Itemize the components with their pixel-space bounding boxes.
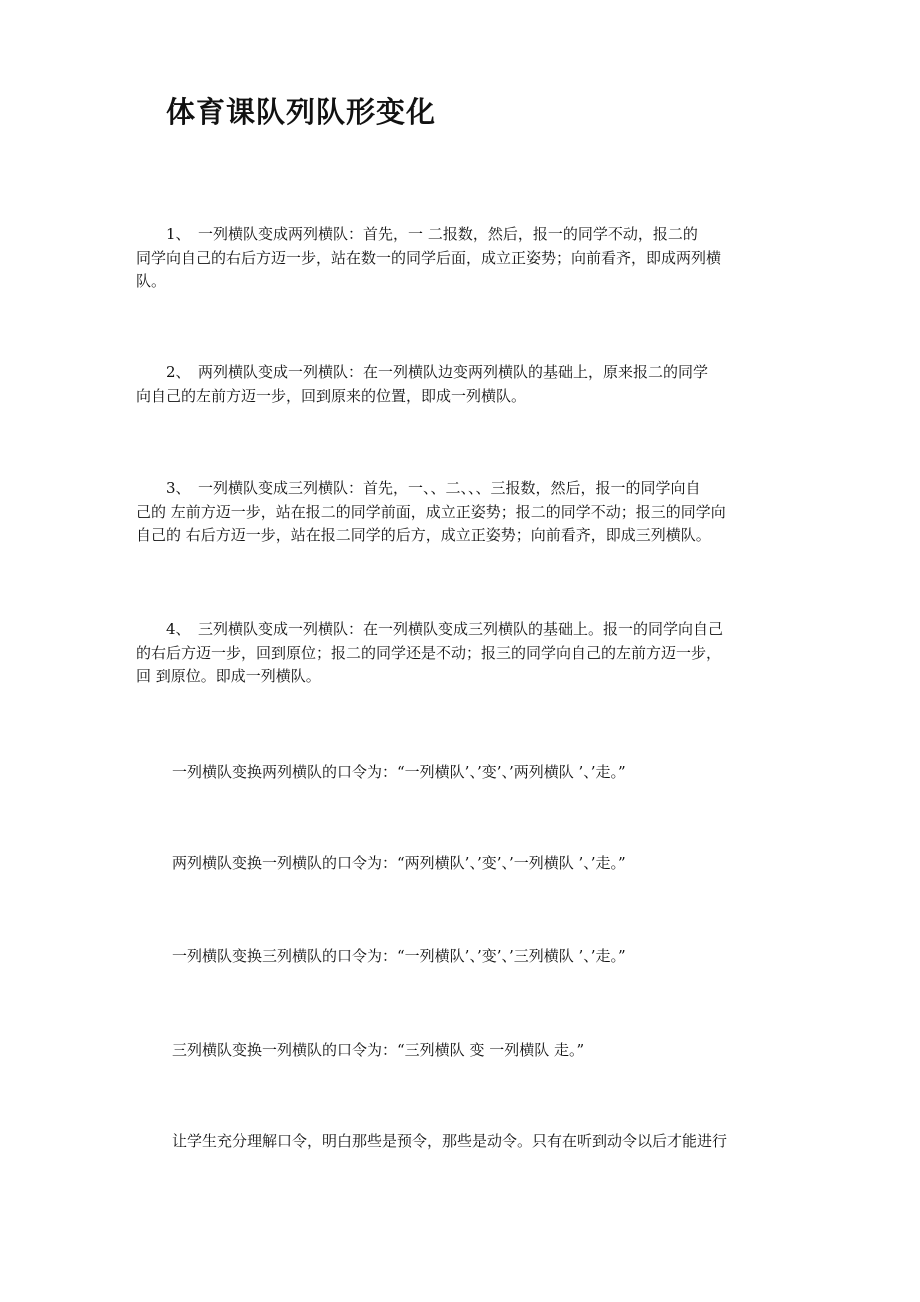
command-line-1: 一列横队变换两列横队的口令为：“一列横队’、’变’、’两列横队 ’、’走。”	[172, 763, 626, 781]
paragraph-line: 回 到原位。即成一列横队。	[136, 667, 321, 685]
paragraph-line: 同学向自己的右后方迈一步，站在数一的同学后面，成立正姿势；向前看齐，即成两列横	[136, 248, 722, 267]
page-title: 体育课队列队形变化	[166, 95, 437, 129]
paragraph-line: 自己的 右后方迈一步，站在报二同学的后方，成立正姿势；向前看齐，即成三列横队。	[136, 526, 711, 544]
paragraph-line: 己的 左前方迈一步，站在报二的同学前面，成立正姿势；报二的同学不动；报三的同学向	[136, 502, 726, 521]
command-line-3: 一列横队变换三列横队的口令为：“一列横队’、’变’、’三列横队 ’、’走。”	[172, 947, 626, 965]
paragraph-line: 向自己的左前方迈一步，回到原来的位置，即成一列横队。	[136, 386, 527, 405]
paragraph-line: 1、 一列横队变成两列横队：首先，一 二报数，然后，报一的同学不动，报二的	[136, 225, 698, 243]
paragraph-line: 3、 一列横队变成三列横队：首先，一、、二、、、三报数，然后，报一的同学向自	[136, 479, 701, 497]
paragraph-item-1	[136, 223, 796, 294]
paragraph-item-4	[136, 618, 796, 689]
command-line-4: 三列横队变换一列横队的口令为：“三列横队 变 一列横队 走。”	[172, 1041, 585, 1059]
paragraph-line: 队。	[136, 272, 167, 290]
paragraph-line: 4、 三列横队变成一列横队：在一列横队变成三列横队的基础上。报一的同学向自己	[136, 620, 724, 638]
paragraph-item-3	[136, 477, 796, 548]
paragraph-line: 2、 两列横队变成一列横队：在一列横队边变两列横队的基础上，原来报二的同学	[136, 363, 709, 381]
command-line-2: 两列横队变换一列横队的口令为：“两列横队’、’变’、’一列横队 ’、’走。”	[172, 854, 626, 872]
paragraph-item-2	[136, 361, 796, 408]
paragraph-line: 的右后方迈一步，回到原位；报二的同学还是不动；报三的同学向自己的左前方迈一步，	[136, 643, 722, 662]
closing-paragraph: 让学生充分理解口令，明白那些是预令，那些是动令。只有在听到动令以后才能进行	[172, 1132, 728, 1150]
